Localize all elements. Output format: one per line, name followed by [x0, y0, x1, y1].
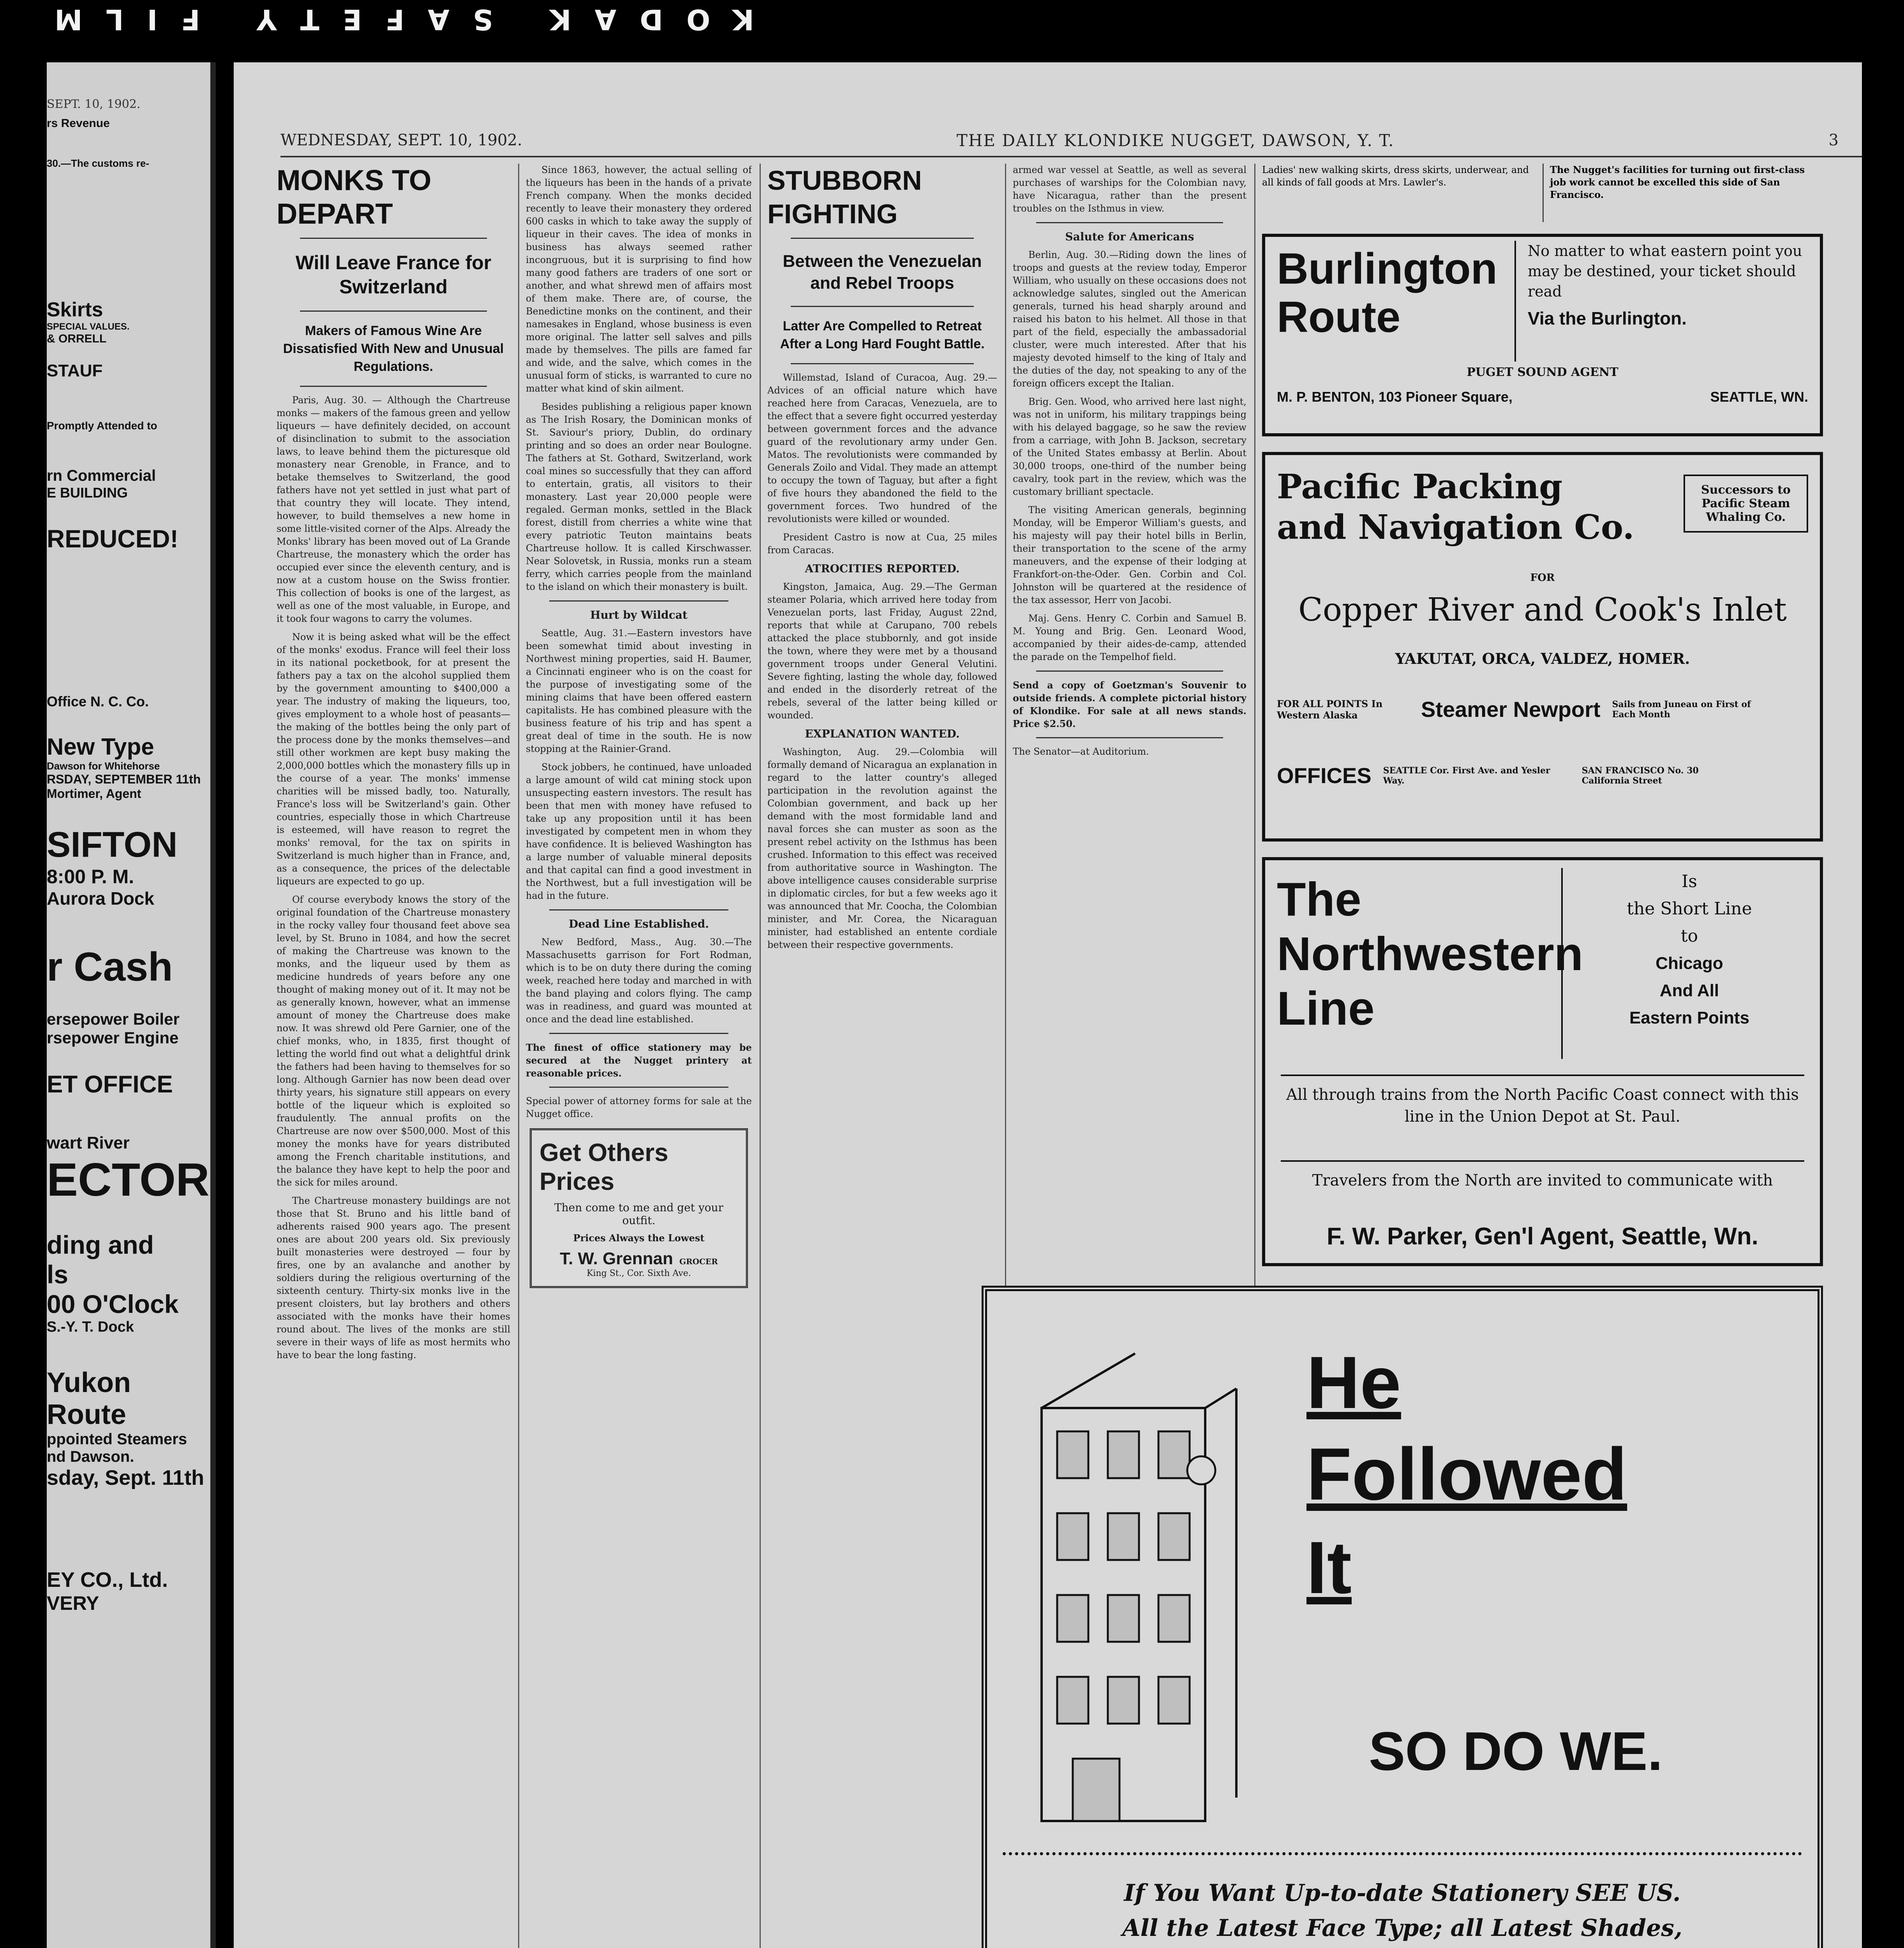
northwestern-route2: the Short Line: [1627, 899, 1752, 919]
grennan-ad-line2: Prices: [539, 1167, 615, 1195]
headline-explanation: EXPLANATION WANTED.: [805, 727, 960, 740]
northwestern-name-line3: Line: [1277, 982, 1375, 1035]
grennan-ad: [530, 1128, 748, 1288]
notice-nugget-facilities: The Nugget's facilities for turning out first-class job work cannot be excelled this side of San Francisco.: [1543, 164, 1823, 222]
masthead: [280, 125, 1862, 157]
ornamental-divider: [1003, 1852, 1802, 1860]
article-paragraph: Kingston, Jamaica, Aug. 29.—The German steamer Polaria, which arrived here today from Venezuelan ports, last Friday, August 22nd, reports that while at Carupano, 700 rebels attacked the place stubbornly, and got inside the town, where they were met by a thousand government troops under General Velutini. Severe fighting, lasting the whole day, followed and ended in the disorderly retreat of the rebels, several of the latter being killed or wounded.: [767, 581, 997, 721]
burlington-route-ad: [1262, 234, 1823, 436]
northwestern-travelers: Travelers from the North are invited to communicate with: [1281, 1160, 1804, 1191]
prev-page-stub-list: [47, 117, 210, 1615]
headline-stubborn-fighting: STUBBORN FIGHTING: [767, 165, 922, 229]
pacific-for: FOR: [1530, 572, 1555, 584]
pacific-ports: YAKUTAT, ORCA, VALDEZ, HOMER.: [1395, 650, 1690, 667]
northwestern-route1: Is: [1682, 872, 1697, 891]
job-ad-stationery2: All the Latest Face Type; all Latest Shades,: [1122, 1914, 1682, 1942]
article-paragraph: Maj. Gens. Henry C. Corbin and Samuel B. M. Young and Brig. Gen. Leonard Wood, accompanied by their aides-de-camp, attended the parade on the Tempelhof field.: [1013, 613, 1246, 662]
burlington-agent-city: SEATTLE, WN.: [1710, 389, 1808, 405]
prev-stub-12: Dawson for Whitehorse: [47, 760, 160, 772]
masthead-title: THE DAILY KLONDIKE NUGGET, DAWSON, Y. T.: [956, 131, 1395, 150]
prev-stub-2: Skirts: [47, 298, 103, 321]
burlington-pitch: No matter to what eastern point you may be destined, your ticket should read: [1528, 242, 1802, 300]
prev-stub-5: STAUF: [47, 361, 103, 380]
pacific-sails: Sails from Juneau on First of Each Month: [1612, 699, 1751, 720]
prev-page-header: SEPT. 10, 1902.: [47, 97, 141, 111]
prev-stub-26: 00 O'Clock: [47, 1290, 179, 1318]
prev-stub-11: New Type: [47, 734, 154, 760]
notice-auditorium: The Senator—at Auditorium.: [1013, 746, 1149, 757]
pacific-destination: Copper River and Cook's Inlet: [1298, 591, 1787, 628]
headline-monks: MONKS TO DEPART: [277, 164, 432, 230]
article-rule: [549, 909, 728, 910]
deck-monks: Will Leave France for Switzerland: [295, 252, 492, 298]
article-rule: [549, 1033, 728, 1034]
prev-stub-20: rsepower Engine: [47, 1029, 179, 1047]
article-paragraph: The Chartreuse monastery buildings are not those that St. Bruno and his little band of adherents raised 900 years ago. The present ones are about 200 years old. Six previously built monasteries were destroyed — four by fires, one by an avalanche and another by soldiers during the religious overturning of the sixteenth century. Thirty-six monks live in the present cloisters, but lay brothers and others associated with the monks have their homes round about. The lives of the monks are still severe in their ways of life as most hermits who have to bear the long fasting.: [277, 1195, 510, 1360]
prev-stub-29: ppointed Steamers: [47, 1431, 187, 1448]
prev-stub-21: ET OFFICE: [47, 1071, 173, 1098]
burlington-via: Via the Burlington.: [1528, 308, 1687, 328]
northwestern-through: All through trains from the North Pacific Coast connect with this line in the Union Depot at St. Paul.: [1281, 1075, 1804, 1128]
article-paragraph: Willemstad, Island of Curacoa, Aug. 29.—Advices of an official nature which have reached here from Caracas, Venezuela, are to the effect that a severe fight occurred yesterday between government forces and the advance guard of the revolutionary army under Gen. Matos. The revolutionists were commanded by Generals Zoilo and Vidal. They made an attempt to occupy the town of Taguay, but after a fight of five hours they abandoned the field to the government forces. Two hundred of the revolutionists were killed or wounded.: [767, 372, 997, 524]
grennan-ad-line4: Prices Always the Lowest: [573, 1232, 705, 1244]
grennan-ad-address: King St., Cor. Sixth Ave.: [587, 1269, 691, 1278]
nugget-job-printing-ad: [982, 1286, 1823, 1948]
prev-stub-3: SPECIAL VALUES.: [47, 321, 130, 332]
northwestern-route4: Chicago: [1655, 954, 1723, 973]
notice-souvenir: Send a copy of Goetzman's Souvenir to outside friends. A complete pictorial history of Klondike. For sale at all news stands. Price $2.50.: [1013, 679, 1246, 729]
headline-dead-line: Dead Line Established.: [568, 918, 709, 930]
job-ad-headline1: He: [1306, 1341, 1401, 1424]
article-rule: [1036, 222, 1223, 223]
article-monks: [277, 164, 510, 1948]
northwestern-name-line1: The: [1277, 873, 1361, 926]
pacific-office-sf: SAN FRANCISCO No. 30 California Street: [1581, 765, 1699, 786]
article-paragraph: Stock jobbers, he continued, have unloaded a large amount of wild cat mining stock upon unsuspecting eastern investors. The result has been that men with money have refused to take up any proposition until it has been investigated by competent men in whom they have confidence. It is believed Washington has a large number of valuable mineral deposits and that capital can find a good investment in the Northwest, but a full investigation will be had in the future.: [526, 762, 752, 901]
article-paragraph: Besides publishing a religious paper known as The Irish Rosary, the Dominican monks of St. Saviour's priory, Dublin, do ordinary printing and so does an order near Boulogne. The fathers at St. Gothard, Switzerland, work coal mines so successfully that they can afford to entertain, gratis, all visitors to their monastery. Last year 20,000 people were regaled. German monks, settled in the Black forest, distill from cherries a white wine that every patriotic Teuton maintains beats Chartreuse hollow. It is called Kirschwasser. Near Solovetsk, in Russia, monks run a steam ferry, which carries people from the mainland to the island on which their monastery is built.: [526, 401, 752, 592]
article-rule: [549, 1087, 728, 1088]
article-paragraph: armed war vessel at Seattle, as well as several purchases of warships for the Colombian navy, have Nicaragua, rather than the present troubles on the Isthmus in view.: [1013, 164, 1246, 214]
previous-page-edge: [47, 62, 216, 1948]
article-paragraph: Washington, Aug. 29.—Colombia will formally demand of Nicaragua an explanation in regard to the latter country's alleged participation in the revolution against the Colombian government, and back up her demand with the most formidable land and naval forces she can muster as soon as the present rebel activity on the Isthmus has been crushed. Information to this effect was received from authoritative source in Washington. The above intelligence causes considerable surprise in diplomatic circles, for but a few weeks ago it was announced that Mr. Coocha, the Colombian minister, and Mr. Corea, the Nicaraguan minister, had established an entente cordiale between their respective governments.: [767, 746, 997, 950]
prev-stub-25: ls: [47, 1260, 69, 1289]
prev-stub-27: S.-Y. T. Dock: [47, 1319, 134, 1335]
prev-stub-9: REDUCED!: [47, 525, 178, 553]
article-paragraph: Now it is being asked what will be the effect of the monks' exodus. France will feel their loss in its national pocketbook, for at present the fathers pay a tax on the alcohol supplied them by the government amounting to $400,000 a year. The industry of making the liqueurs, too, gives employment to a whole host of peasants—the making of the bottles being the only part of the process done by the monks themselves—and still other workmen are kept busy making the 2,000,000 bottles which the monastery fills up in the course of a year. The monks' immense charities will be missed badly, too. Naturally, France's loss will be Switzerland's gain. Other countries, especially those in which Chartreuse is esteemed, will have reason to regret the monks' removal, for the tax on spirits in Switzerland is much higher than in France, and, as a consequence, the prices of the delectable liqueurs are expected to go up.: [277, 632, 510, 887]
burlington-name-line1: Burlington: [1277, 244, 1498, 293]
headline-rule: [791, 238, 974, 239]
article-paragraph: Since 1863, however, the actual selling of the liqueurs has been in the hands of a private French company. When the monks decided recently to leave their monastery they ordered 600 casks in which to take away the supply of liqueur in their caves. The idea of monks in business has always seemed rather incongruous, but it is surprising to find how many good fathers are traders of one sort or another, and what shrewd men of affairs most of them make. There are, of course, the Benedictine monks on the continent, and their namesakes in England, whose business is even more original. The latter sell salves and pills made by themselves. The pills are famed far and wide, and the salve, which comes in the unusual form of sticks, is warranted to cure no matter what kind of skin ailment.: [526, 164, 752, 394]
prev-stub-7: rn Commercial: [47, 467, 156, 484]
pacific-successor-box: Successors to Pacific Steam Whaling Co.: [1684, 475, 1808, 533]
prev-stub-10: Office N. C. Co.: [47, 693, 149, 709]
prev-stub-8: E BUILDING: [47, 485, 128, 501]
headline-atrocities: ATROCITIES REPORTED.: [805, 562, 960, 575]
column-rule: [760, 164, 761, 1948]
prev-stub-31: sday, Sept. 11th: [47, 1466, 205, 1489]
deck-rule: [791, 306, 974, 307]
article-paragraph: Seattle, Aug. 31.—Eastern investors have been somewhat timid about investing in Northwest mining properties, said H. Baumer, a Cincinnati engineer who is on the coast for the purpose of investigating some of the mining claims that have been offered eastern capitalists. He has combined pleasure with the business feature of his trip and has spent a great deal of time in the south. He is now stopping at the Rainier-Grand.: [526, 628, 752, 754]
headline-rule: [300, 238, 487, 239]
article-paragraph: Of course everybody knows the story of the original foundation of the Chartreuse monastery in the rocky valley four thousand feet above sea level, by St. Bruno in 1084, and how the secret of making the Chartreuse was known to the monks, and the liqueur used by them as medicine hundreds of years before any one thought of making money out of it. It may not be as generally known, however, what an immense amount of money the Chartreuse does make now. It was shrewd old Pere Garnier, one of the chief monks, who, in 1835, first thought of letting the world find out what a delightful drink the fathers had been having to themselves for so long. Although Garnier has now been dead over thirty years, his signature still appears on every bottle of the liqueur which is exploited so fraudulently. The annual profits on the Chartreuse are now over $500,000. Most of this money the monks have for years distributed among the French charitable institutions, and the balance they have kept to help the poor and the sick for miles around.: [277, 894, 510, 1188]
prev-stub-24: ding and: [47, 1230, 154, 1259]
headline-salute: Salute for Americans: [1065, 230, 1194, 243]
prev-stub-15: SIFTON: [47, 825, 178, 865]
notice-stationery: The finest of office stationery may be secured at the Nugget printery at reasonable prices.: [526, 1042, 752, 1079]
article-rule: [1036, 671, 1223, 672]
job-ad-stationery1: If You Want Up-to-date Stationery SEE US.: [1124, 1879, 1681, 1907]
pacific-name-line1: Pacific Packing: [1277, 467, 1563, 506]
masthead-page-number: 3: [1828, 131, 1839, 149]
northwestern-route5: And All: [1659, 981, 1719, 1000]
article-paragraph: New Bedford, Mass., Aug. 30.—The Massachusetts garrison for Fort Rodman, which is to be on duty there during the coming week, reached here today and marched in with the band playing and colors flying. The camp was in readiness, and guard was mounted at once and the dead line established.: [526, 937, 752, 1025]
pacific-steamer: Steamer Newport: [1421, 697, 1601, 722]
subdeck-monks: Makers of Famous Wine Are Dissatisfied With New and Unusual Regulations.: [283, 323, 504, 374]
grennan-ad-line3: Then come to me and get your outfit.: [554, 1201, 724, 1227]
deck-rule: [300, 311, 487, 312]
subdeck-rule: [791, 363, 974, 364]
building-illustration-icon: [1018, 1330, 1260, 1837]
prev-stub-32: EY CO., Ltd.: [47, 1568, 168, 1592]
prev-stub-23: ECTOR: [47, 1154, 210, 1206]
masthead-date: WEDNESDAY, SEPT. 10, 1902.: [280, 131, 522, 149]
newspaper-page: [234, 62, 1862, 1948]
subdeck-rule: [300, 386, 487, 387]
job-ad-so-do-we: SO DO WE.: [1369, 1720, 1663, 1782]
article-paragraph: The visiting American generals, beginning Monday, will be Emperor William's guests, and his majesty will pay their hotel bills in Berlin, their transportation to the scene of the army maneuvers, and the expense of their lodging at Frankfort-on-the-Oder. Gen. Corbin and Col. Johnston will be quartered at the residence of the tax assessor, Herr von Jacobi.: [1013, 505, 1246, 605]
prev-stub-4: & ORRELL: [47, 332, 107, 345]
job-ad-headline3: It: [1306, 1526, 1352, 1609]
article-rule: [549, 600, 728, 602]
prev-stub-19: ersepower Boiler: [47, 1010, 180, 1028]
prev-stub-13: RSDAY, SEPTEMBER 11th: [47, 772, 201, 786]
burlington-name-line2: Route: [1277, 293, 1401, 341]
job-ad-headline2: Followed: [1306, 1433, 1627, 1516]
film-edge-text: KODAK SAFETY FILM: [0, 0, 1904, 39]
column-rule: [518, 164, 519, 1948]
pacific-points: FOR ALL POINTS In Western Alaska: [1277, 698, 1383, 721]
prev-stub-0: rs Revenue: [47, 117, 110, 130]
northwestern-route3: to: [1680, 926, 1698, 946]
article-paragraph: President Castro is now at Cua, 25 miles from Caracas.: [767, 532, 997, 556]
article-paragraph: Paris, Aug. 30. — Although the Chartreuse monks — makers of the famous green and yellow liqueurs — have definitely decided, on account of disinclination to submit to the association laws, to leave behind them the picturesque old monastery near Grenoble, in France, and to betake themselves to Switzerland, the good fathers have not yet settled in just what part of that country they will locate. They intend, however, to build themselves a new home in some little-visited corner of the Alps. Already the Monks' library has been moved out of La Grande Chartreuse, the monastery which the order has occupied ever since the eleventh century, and is now at a custom house on the Swiss frontier. This collection of books is one of the largest, as well as one of the most valuable, in Europe, and it took four wagons to carry the volumes.: [277, 395, 510, 624]
pacific-office-seattle: SEATTLE Cor. First Ave. and Yesler Way.: [1383, 765, 1550, 786]
prev-stub-6: Promptly Attended to: [47, 420, 157, 432]
pacific-offices-label: OFFICES: [1277, 763, 1372, 788]
article-monks-continued: [526, 164, 752, 1948]
article-paragraph: Berlin, Aug. 30.—Riding down the lines of troops and guests at the review today, Emperor William, who usually on these occasions does not acknowledge salutes, singled out the American generals, turned his head sharply around and raised his baton to his helmet. All those in that part of the field, especially the ambassadorial cluster, were much interested. After that his majesty devoted himself to the king of Italy and the duties of the day, not speaking to any of the foreign officers except the Italian.: [1013, 249, 1246, 389]
burlington-agent-name: M. P. BENTON, 103 Pioneer Square,: [1277, 389, 1513, 405]
northwestern-name-line2: Northwestern: [1277, 927, 1583, 980]
pacific-packing-ad: [1262, 452, 1823, 842]
notice-attorney-forms: Special power of attorney forms for sale at the Nugget office.: [526, 1096, 752, 1119]
northwestern-line-ad: [1262, 857, 1823, 1266]
prev-stub-14: Mortimer, Agent: [47, 787, 141, 801]
article-stubborn-fighting: [767, 164, 997, 1948]
deck-stubborn-fighting: Between the Venezuelan and Rebel Troops: [783, 252, 982, 293]
prev-stub-1: 30.—The customs re-: [47, 157, 149, 169]
grennan-ad-line1: Get Others: [539, 1138, 668, 1166]
prev-stub-16: 8:00 P. M.: [47, 866, 134, 888]
northwestern-route6: Eastern Points: [1629, 1008, 1750, 1027]
prev-stub-22: wart River: [47, 1133, 130, 1152]
headline-hurt-by-wildcat: Hurt by Wildcat: [590, 609, 688, 621]
top-right-notices: [1262, 164, 1823, 222]
grennan-ad-name: T. W. Grennan: [560, 1249, 673, 1268]
prev-stub-28: Yukon Route: [47, 1367, 131, 1430]
prev-stub-18: r Cash: [47, 944, 173, 990]
job-ad-stationery3: [987, 1946, 1818, 1948]
article-paragraph: Brig. Gen. Wood, who arrived here last night, was not in uniform, his military trappings being with his delayed baggage, so he saw the review from a carriage, with John B. Jackson, secretary of the United States embassy at Berlin. About 30,000 troops, one-third of the number being cavalry, took part in the review, which was the customary brilliant spectacle.: [1013, 396, 1246, 497]
pacific-name-line2: and Navigation Co.: [1277, 508, 1634, 547]
burlington-agent-label: PUGET SOUND AGENT: [1467, 365, 1618, 379]
prev-stub-30: nd Dawson.: [47, 1448, 134, 1465]
prev-stub-17: Aurora Dock: [47, 888, 155, 909]
subdeck-stubborn-fighting: Latter Are Compelled to Retreat After a Long Hard Fought Battle.: [780, 319, 985, 351]
grennan-ad-trade: GROCER: [679, 1257, 718, 1266]
article-rule: [1036, 737, 1223, 738]
northwestern-agent: F. W. Parker, Gen'l Agent, Seattle, Wn.: [1326, 1223, 1759, 1250]
prev-stub-33: VERY: [47, 1592, 99, 1614]
notice-ladies-skirts: Ladies' new walking skirts, dress skirts, underwear, and all kinds of fall goods at Mrs. Lawler's.: [1262, 164, 1529, 188]
